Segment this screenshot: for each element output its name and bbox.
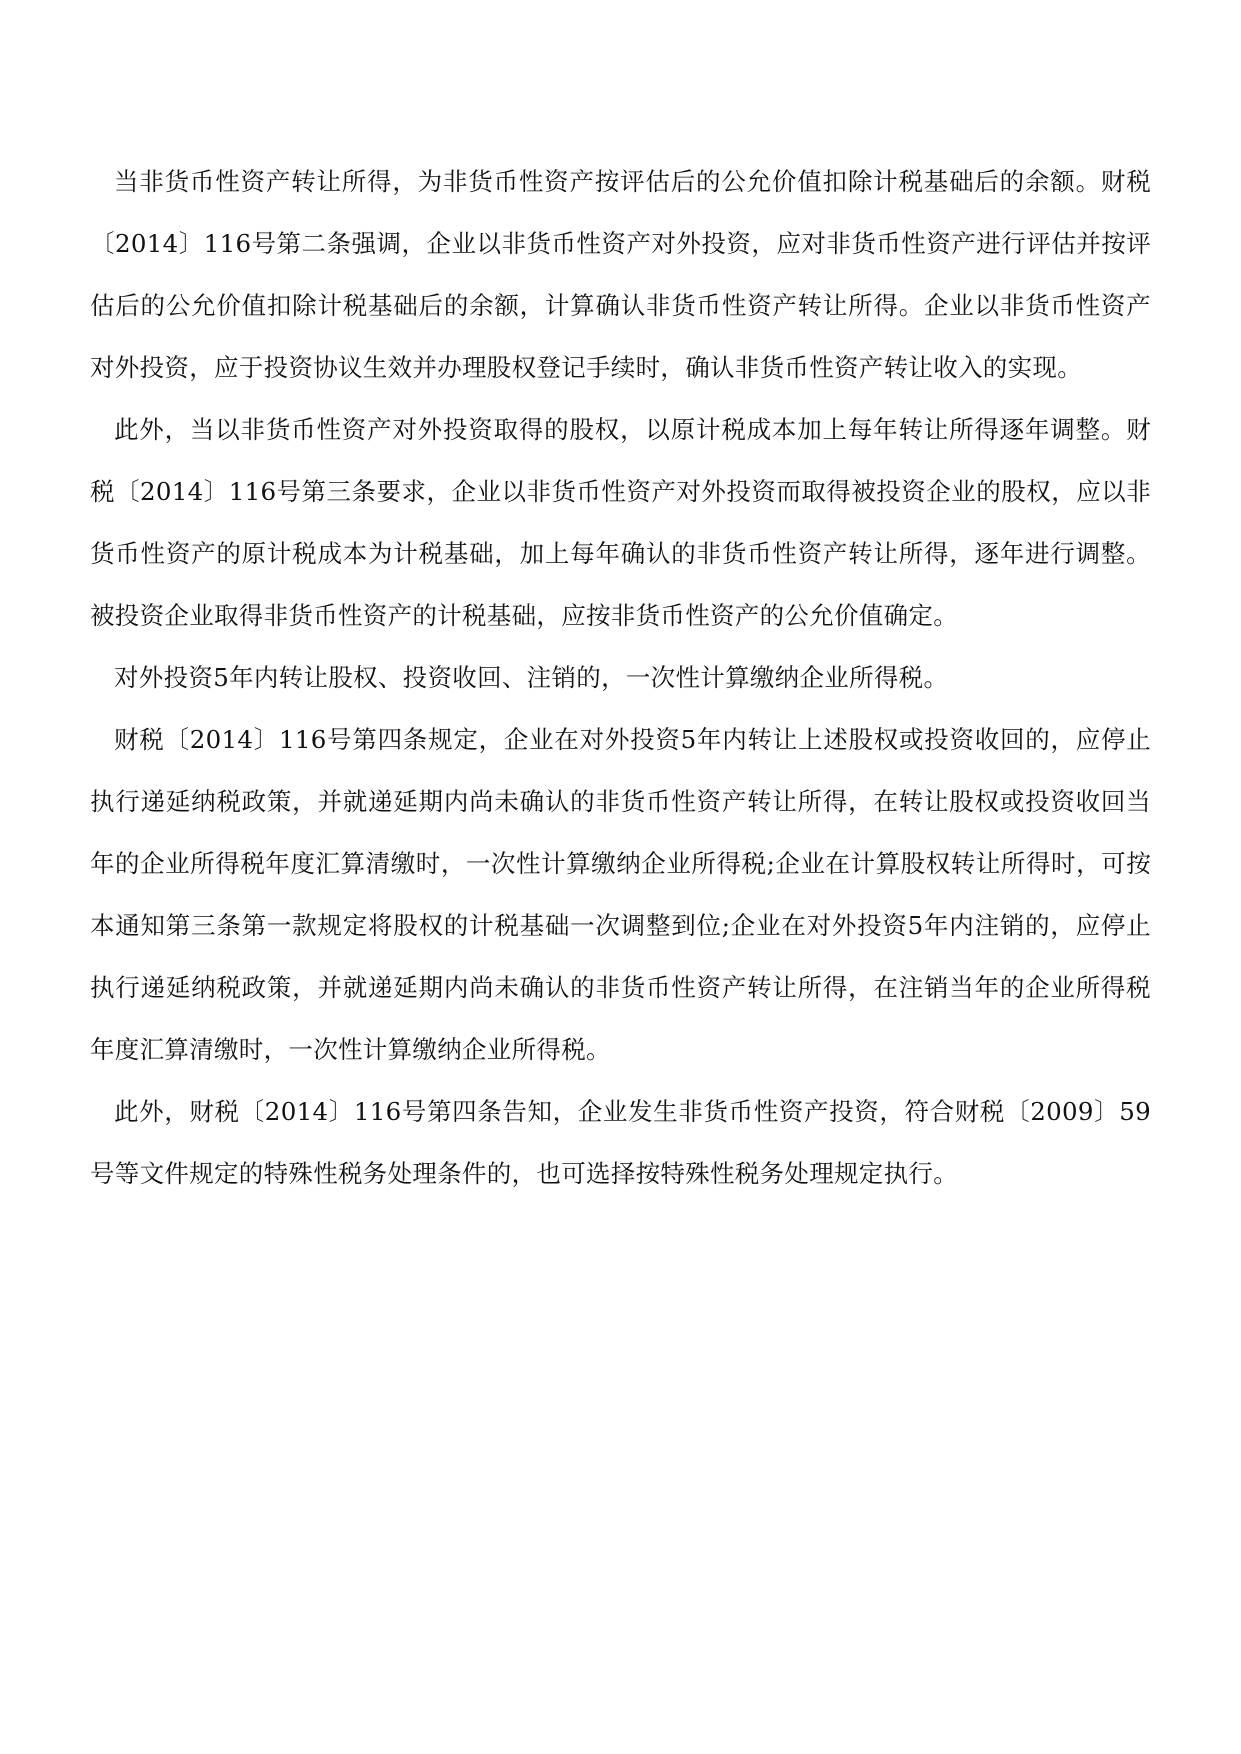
document-body	[90, 151, 1151, 1205]
paragraph: 此外，财税〔2014〕116号第四条告知，企业发生非货币性资产投资，符合财税〔2009〕59号等文件规定的特殊性税务处理条件的，也可选择按特殊性税务处理规定执行。	[90, 1097, 1151, 1188]
paragraph: 对外投资5年内转让股权、投资收回、注销的，一次性计算缴纳企业所得税。	[114, 663, 949, 692]
paragraph: 当非货币性资产转让所得，为非货币性资产按评估后的公允价值扣除计税基础后的余额。财税〔2014〕116号第二条强调，企业以非货币性资产对外投资，应对非货币性资产进行评估并按评估后的公允价值扣除计税基础后的余额，计算确认非货币性资产转让所得。企业以非货币性资产对外投资，应于投资协议生效并办理股权登记手续时，确认非货币性资产转让收入的实现。	[90, 167, 1151, 382]
paragraph: 财税〔2014〕116号第四条规定，企业在对外投资5年内转让上述股权或投资收回的，应停止执行递延纳税政策，并就递延期内尚未确认的非货币性资产转让所得，在转让股权或投资收回当年的企业所得税年度汇算清缴时，一次性计算缴纳企业所得税;企业在计算股权转让所得时，可按本通知第三条第一款规定将股权的计税基础一次调整到位;企业在对外投资5年内注销的，应停止执行递延纳税政策，并就递延期内尚未确认的非货币性资产转让所得，在注销当年的企业所得税年度汇算清缴时，一次性计算缴纳企业所得税。	[90, 725, 1151, 1064]
paragraph: 此外，当以非货币性资产对外投资取得的股权，以原计税成本加上每年转让所得逐年调整。财税〔2014〕116号第三条要求，企业以非货币性资产对外投资而取得被投资企业的股权，应以非货币性资产的原计税成本为计税基础，加上每年确认的非货币性资产转让所得，逐年进行调整。被投资企业取得非货币性资产的计税基础，应按非货币性资产的公允价值确定。	[90, 415, 1151, 630]
